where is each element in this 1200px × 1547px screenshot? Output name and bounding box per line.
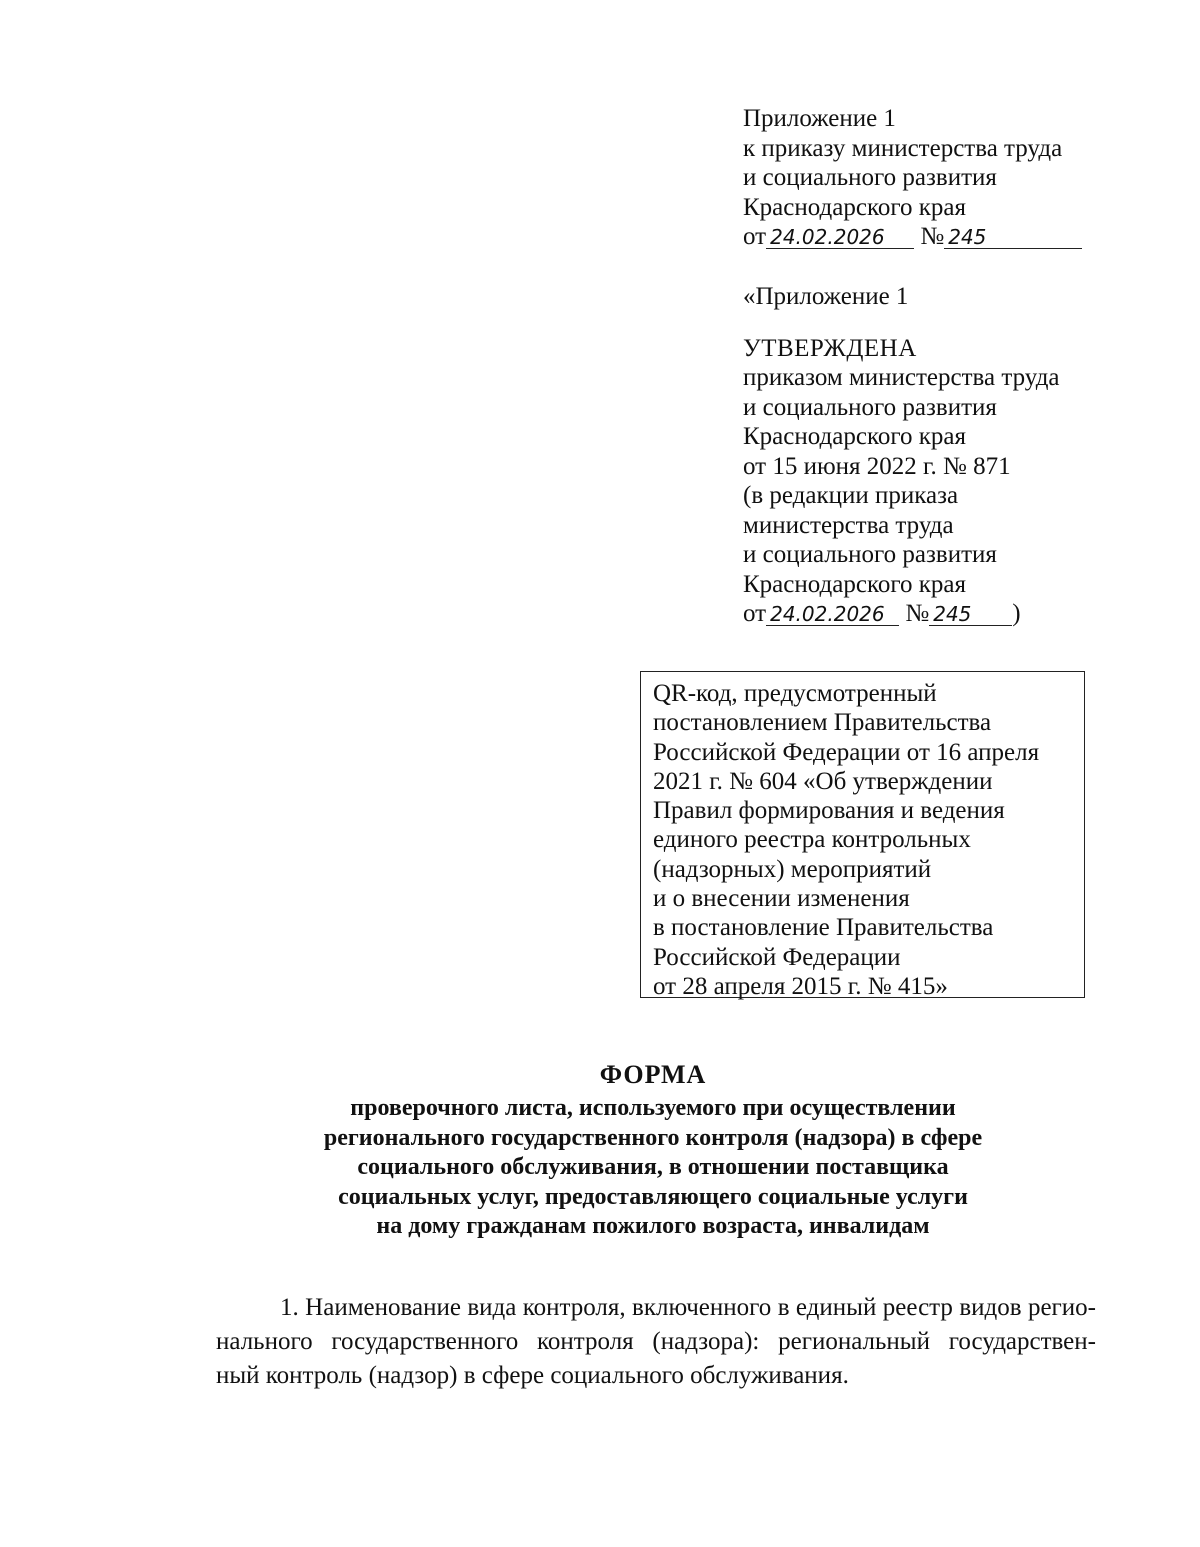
qr-box-line: 2021 г. № 604 «Об утверждении — [653, 767, 993, 795]
qr-box-line: Российской Федерации — [653, 943, 901, 971]
date-prefix: от — [743, 600, 767, 627]
qr-code-box — [640, 671, 1085, 998]
closing-paren: ) — [1012, 600, 1021, 627]
approval-line: (в редакции приказа — [743, 482, 959, 509]
form-title — [200, 1060, 1106, 1242]
qr-box-line: единого реестра контрольных — [653, 826, 971, 854]
form-heading: ФОРМА — [599, 1060, 707, 1089]
approval-line: министерства труда — [743, 511, 954, 539]
approval-line: Краснодарского края — [743, 423, 966, 450]
qr-box-line: и о внесении изменения — [653, 885, 910, 913]
approval-line: от 15 июня 2022 г. № 871 — [743, 452, 1011, 480]
qr-box-line: Российской Федерации от 16 апреля — [653, 738, 1040, 766]
qr-box-line: (надзорных) мероприятий — [653, 855, 932, 883]
handwritten-number: 245 — [929, 603, 1012, 626]
approval-line: и социального развития — [743, 541, 997, 568]
appendix-header — [743, 104, 1103, 252]
paragraph-1 — [216, 1291, 1096, 1393]
appendix-date-line — [743, 222, 1103, 252]
handwritten-date: 24.02.2026 — [766, 226, 914, 249]
date-prefix: от — [743, 223, 767, 250]
approval-line: Краснодарского края — [743, 570, 966, 598]
form-subtitle-line: проверочного листа, используемого при осуществлении — [350, 1095, 956, 1121]
qr-box-line: в постановление Правительства — [653, 914, 994, 942]
number-prefix: № — [920, 223, 945, 250]
appendix-line: Краснодарского края — [743, 193, 966, 221]
appendix-line: к приказу министерства труда — [743, 134, 1063, 162]
qr-box-line: Правил формирования и ведения — [653, 797, 1005, 825]
handwritten-number: 245 — [944, 226, 1082, 249]
qr-box-line: QR-код, предусмотренный — [653, 680, 937, 707]
paragraph-line: ный контроль (надзор) в сфере социального обслуживания. — [216, 1362, 849, 1389]
qr-box-line: от 28 апреля 2015 г. № 415» — [653, 972, 948, 1000]
form-subtitle-line: социальных услуг, предоставляющего социальные услуги — [338, 1183, 968, 1210]
paragraph-line: нального государственного контроля (надзора): региональный государствен- — [216, 1328, 1096, 1355]
form-subtitle-line: регионального государственного контроля (надзора) в сфере — [323, 1124, 983, 1151]
form-subtitle-line: на дому гражданам пожилого возраста, инвалидам — [376, 1213, 930, 1239]
paragraph-line: 1. Наименование вида контроля, включенного в единый реестр видов регио- — [280, 1294, 1096, 1321]
appendix-label: «Приложение 1 — [743, 283, 909, 310]
approval-block — [743, 282, 1103, 629]
approval-date-line — [743, 599, 1103, 629]
handwritten-date: 24.02.2026 — [766, 603, 899, 626]
approval-line: и социального развития — [743, 393, 997, 421]
appendix-line: Приложение 1 — [743, 105, 896, 132]
number-prefix: № — [905, 600, 930, 627]
form-subtitle-line: социального обслуживания, в отношении поставщика — [357, 1154, 949, 1180]
appendix-line: и социального развития — [743, 164, 997, 191]
qr-box-line: постановлением Правительства — [653, 709, 992, 737]
approval-line: приказом министерства труда — [743, 364, 1060, 391]
approval-heading: УТВЕРЖДЕНА — [743, 334, 917, 362]
